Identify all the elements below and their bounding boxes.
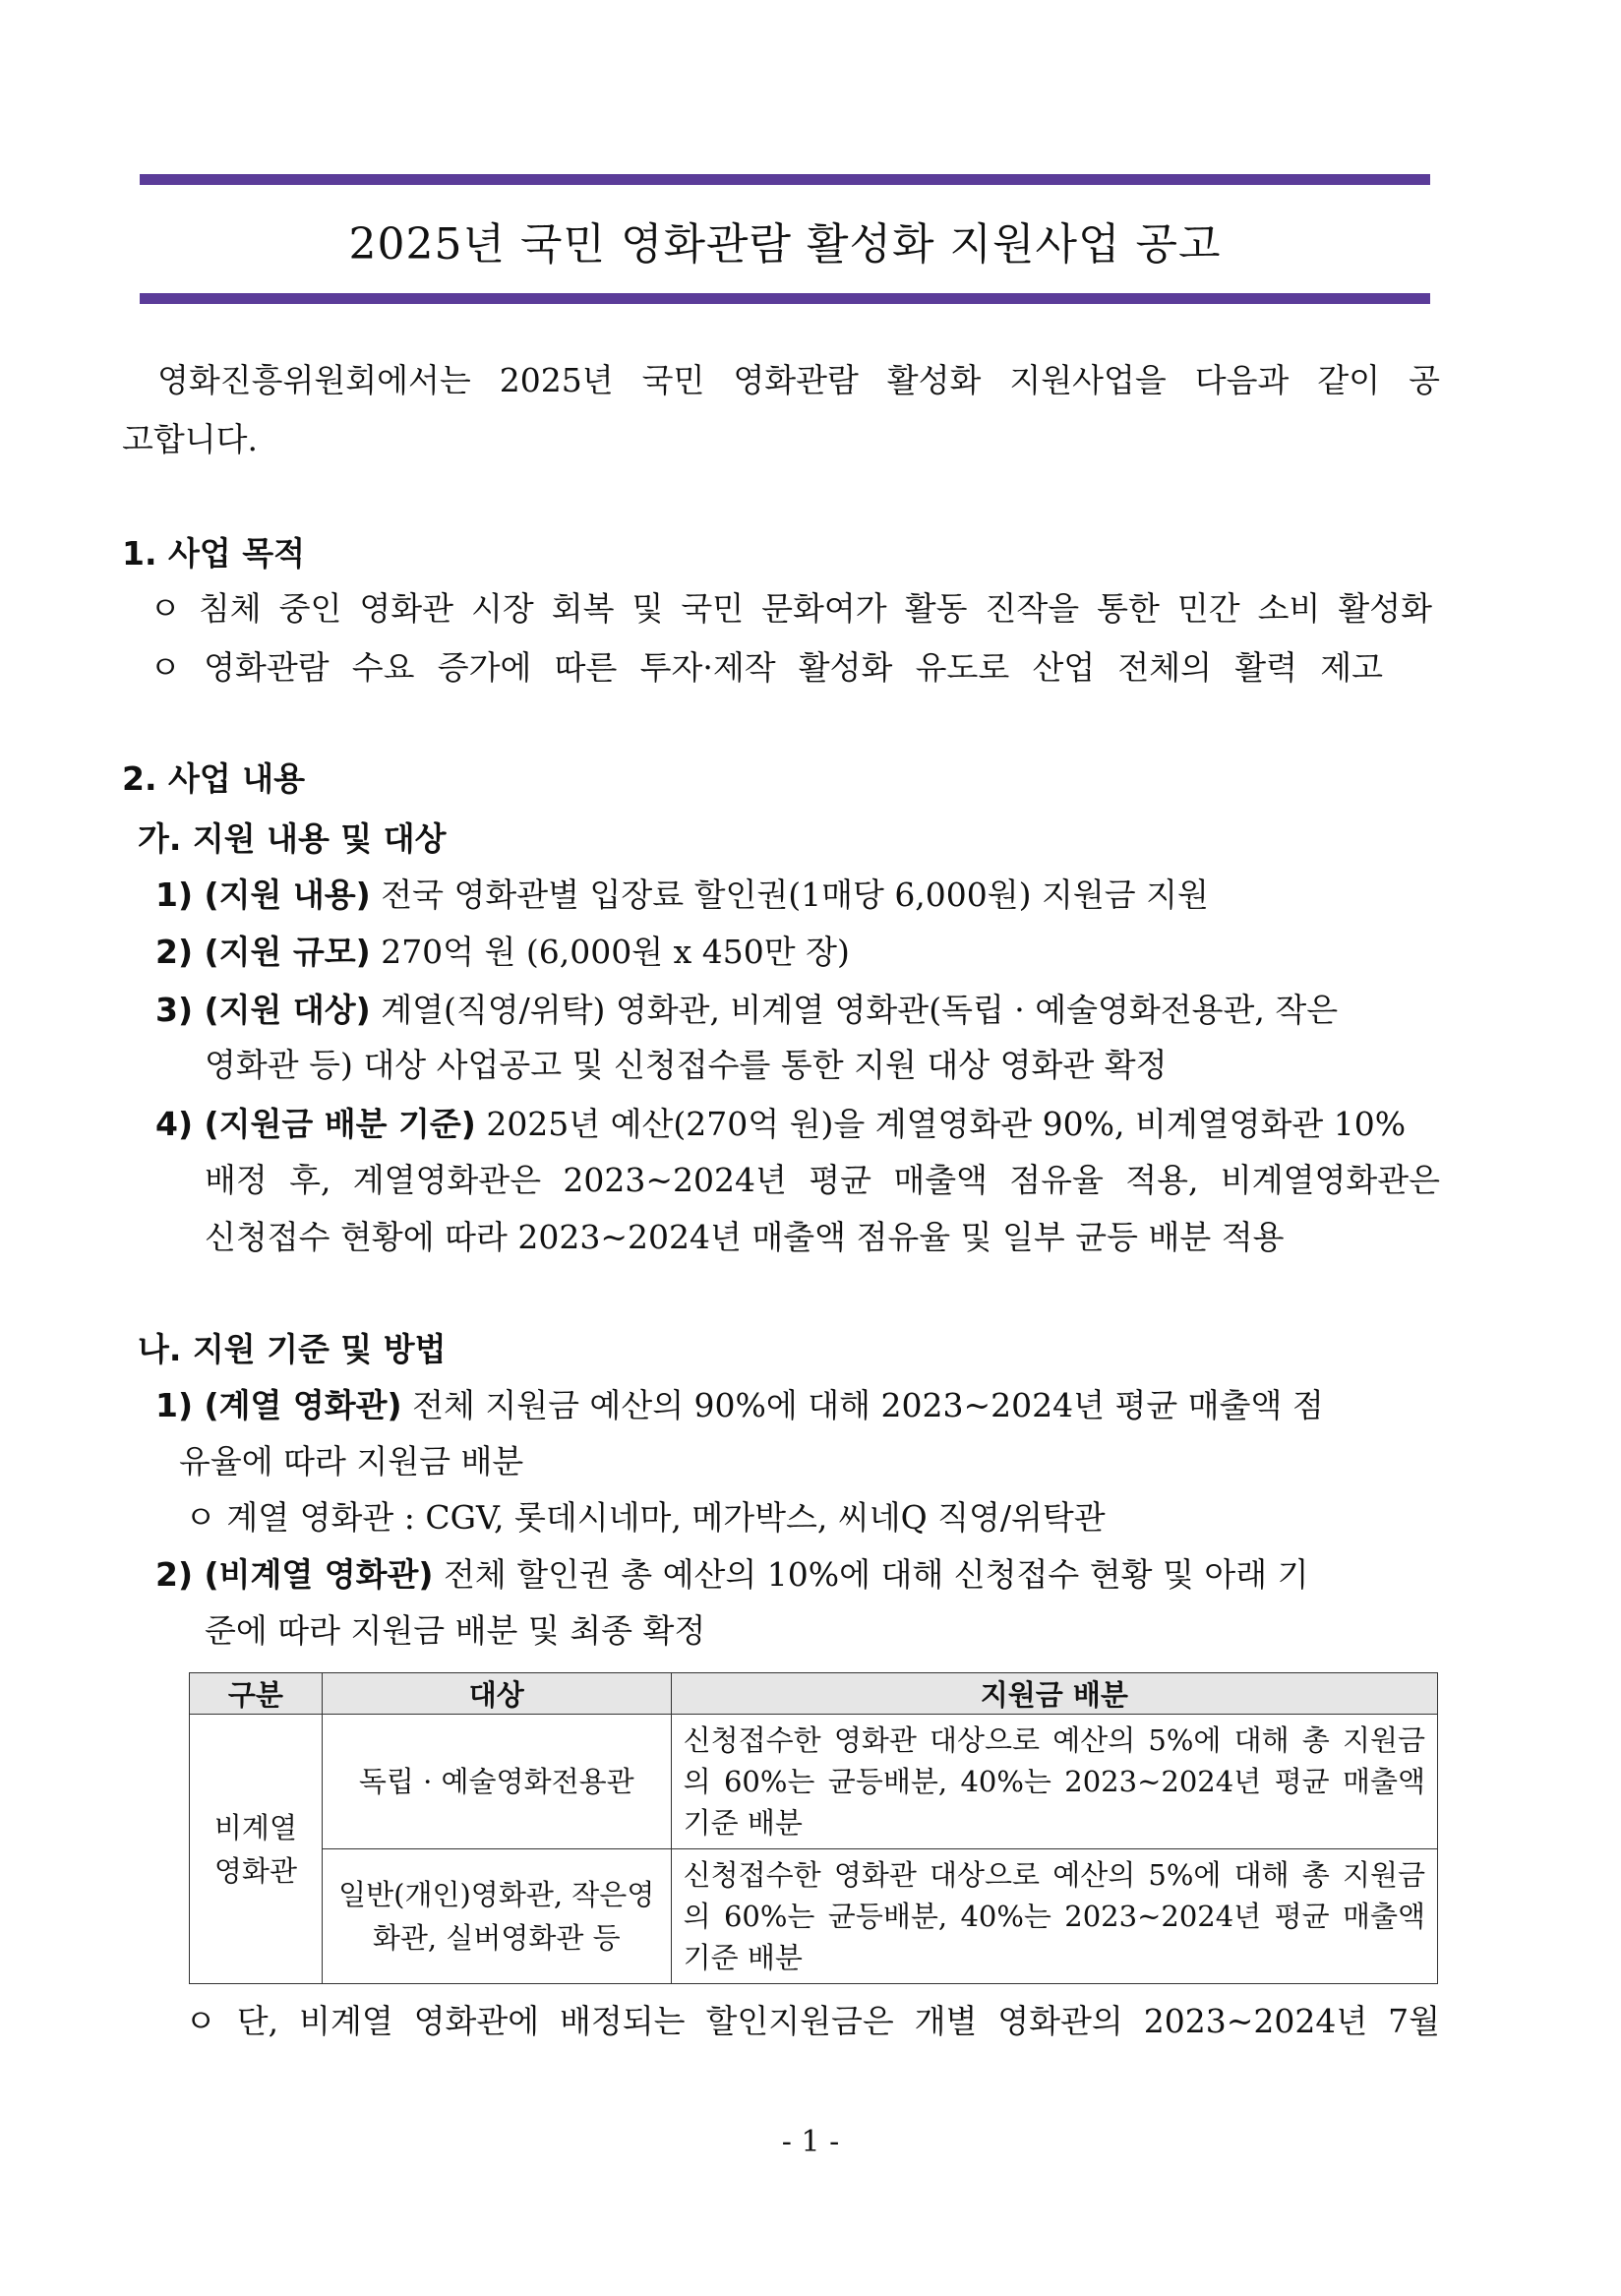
b-item-1-text-1: 전체 지원금 예산의 90%에 대해 2023~2024년 평균 매출액 점 xyxy=(401,1386,1324,1424)
table-group-cell: 비계열 영화관 xyxy=(190,1715,323,1984)
item-2-text: 270억 원 (6,000원 x 450만 장) xyxy=(370,933,850,971)
section1-bullet-2: ㅇ 영화관람 수요 증가에 따른 투자·제작 활성화 유도로 산업 전체의 활력 제고 xyxy=(150,648,1383,687)
item-1 xyxy=(155,876,1209,914)
title-bottom-rule xyxy=(140,293,1430,304)
table-header-allocation: 지원금 배분 xyxy=(671,1673,1437,1715)
item-4-text-2: 배정 후, 계열영화관은 2023~2024년 평균 매출액 점유율 적용, 비계열영화관은 xyxy=(205,1161,1440,1199)
b-item-2-text-1: 전체 할인권 총 예산의 10%에 대해 신청접수 현황 및 아래 기 xyxy=(433,1555,1309,1594)
b-item-2 xyxy=(155,1555,1309,1594)
allocation-table xyxy=(189,1672,1438,1984)
b-item-2-label: 2) (비계열 영화관) xyxy=(155,1555,434,1594)
title-top-rule xyxy=(140,174,1430,185)
section2-heading: 2. 사업 내용 xyxy=(122,759,305,798)
item-2 xyxy=(155,933,850,971)
table-allocation-cell: 신청접수한 영화관 대상으로 예산의 5%에 대해 총 지원금의 60%는 균등배분, 40%는 2023~2024년 평균 매출액 기준 배분 xyxy=(671,1849,1437,1984)
section2-sub-a: 가. 지원 내용 및 대상 xyxy=(138,819,447,858)
page-number: - 1 - xyxy=(781,2125,840,2159)
table-header-row xyxy=(190,1673,1438,1715)
item-1-text: 전국 영화관별 입장료 할인권(1매당 6,000원) 지원금 지원 xyxy=(370,876,1209,914)
item-3 xyxy=(155,991,1440,1029)
b-item-1 xyxy=(155,1386,1324,1424)
item-4 xyxy=(155,1105,1440,1143)
item-4-label: 4) (지원금 배분 기준) xyxy=(155,1105,476,1143)
table-row xyxy=(190,1715,1438,1849)
intro-line-1: 영화진흥위원회에서는 2025년 국민 영화관람 활성화 지원사업을 다음과 같이 공 xyxy=(157,361,1440,399)
item-3-label: 3) (지원 대상) xyxy=(155,991,371,1029)
section1-heading: 1. 사업 목적 xyxy=(122,534,305,573)
item-2-label: 2) (지원 규모) xyxy=(155,933,371,971)
table-target-cell: 일반(개인)영화관, 작은영화관, 실버영화관 등 xyxy=(322,1849,671,1984)
item-3-text-2: 영화관 등) 대상 사업공고 및 신청접수를 통한 지원 대상 영화관 확정 xyxy=(205,1046,1168,1084)
table-row xyxy=(190,1849,1438,1984)
note-line: ㅇ 단, 비계열 영화관에 배정되는 할인지원금은 개별 영화관의 2023~2024년 7월 xyxy=(185,2002,1440,2040)
item-4-text-1: 2025년 예산(270억 원)을 계열영화관 90%, 비계열영화관 10% xyxy=(475,1105,1407,1143)
page-title: 2025년 국민 영화관람 활성화 지원사업 공고 xyxy=(348,219,1222,270)
section1-bullet-1: ㅇ 침체 중인 영화관 시장 회복 및 국민 문화여가 활동 진작을 통한 민간 소비 활성화 xyxy=(150,589,1432,628)
item-3-text-1: 계열(직영/위탁) 영화관, 비계열 영화관(독립 · 예술영화전용관, 작은 xyxy=(370,991,1339,1029)
b-item-1-label: 1) (계열 영화관) xyxy=(155,1386,402,1424)
b-item-1-bullet: ㅇ 계열 영화관 : CGV, 롯데시네마, 메가박스, 씨네Q 직영/위탁관 xyxy=(185,1498,1106,1537)
intro-line-2: 고합니다. xyxy=(122,420,259,458)
item-4-text-3: 신청접수 현황에 따라 2023~2024년 매출액 점유율 및 일부 균등 배분 적용 xyxy=(205,1218,1285,1256)
section2-sub-b: 나. 지원 기준 및 방법 xyxy=(138,1330,447,1368)
table-allocation-cell: 신청접수한 영화관 대상으로 예산의 5%에 대해 총 지원금의 60%는 균등배분, 40%는 2023~2024년 평균 매출액 기준 배분 xyxy=(671,1715,1437,1849)
table-header-target: 대상 xyxy=(322,1673,671,1715)
b-item-1-text-2: 유율에 따라 지원금 배분 xyxy=(179,1442,524,1480)
table-header-category: 구분 xyxy=(190,1673,323,1715)
b-item-2-text-2: 준에 따라 지원금 배분 및 최종 확정 xyxy=(205,1611,706,1650)
table-target-cell: 독립 · 예술영화전용관 xyxy=(322,1715,671,1849)
item-1-label: 1) (지원 내용) xyxy=(155,876,371,914)
